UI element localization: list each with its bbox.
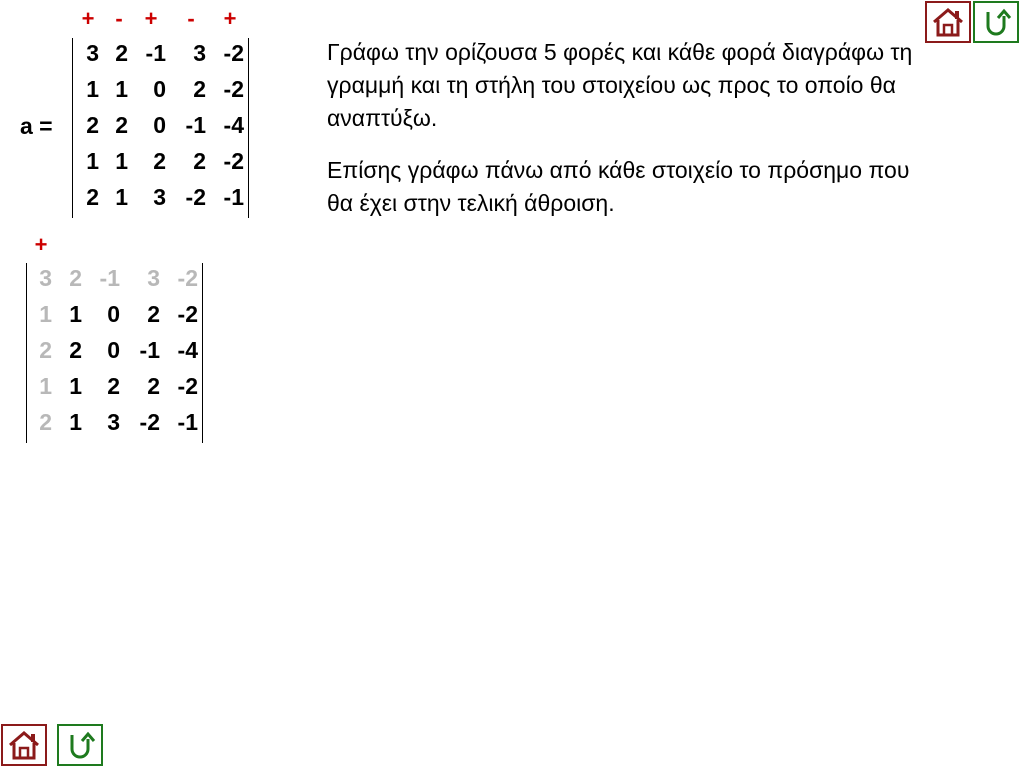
instruction-paragraph-1: Γράφω την ορίζουσα 5 φορές και κάθε φορά διαγράφω τη γραμμή και τη στήλη του στοιχείου ως προς το οποίο θα αναπτύξω. — [327, 39, 913, 131]
sign-col-5: + — [223, 6, 237, 31]
matrix-cell-r5-c2: 1 — [115, 184, 128, 210]
minor-cell-r3-c4: -1 — [139, 337, 160, 363]
matrix-cell-r2-c4: 2 — [193, 76, 206, 102]
matrix-cell-r5-c4: -2 — [185, 184, 206, 210]
minor-cell-r2-c2: 1 — [69, 301, 82, 327]
minor-cell-r2-c1: 1 — [39, 301, 52, 327]
determinant-right-bar — [248, 38, 249, 218]
home-icon — [6, 729, 42, 761]
minor-cell-r4-c4: 2 — [147, 373, 160, 399]
matrix-cell-r4-c1: 1 — [86, 148, 99, 174]
matrix-cell-r5-c1: 2 — [86, 184, 99, 210]
matrix-cell-r2-c1: 1 — [86, 76, 99, 102]
sign-col-4: - — [187, 6, 195, 31]
sign-col-3: + — [144, 6, 158, 31]
matrix-cell-r2-c5: -2 — [223, 76, 244, 102]
home-icon — [930, 6, 966, 38]
matrix-cell-r1-c4: 3 — [193, 40, 206, 66]
matrix-cell-r4-c3: 2 — [153, 148, 166, 174]
matrix-cell-r3-c4: -1 — [185, 112, 206, 138]
minor-right-bar — [202, 263, 203, 443]
matrix-cell-r2-c3: 0 — [153, 76, 166, 102]
return-button-bottom[interactable] — [57, 724, 103, 766]
sign-col-1: + — [81, 6, 95, 31]
minor-cell-r2-c4: 2 — [147, 301, 160, 327]
minor-cell-r5-c1: 2 — [39, 409, 52, 435]
minor-cell-r5-c4: -2 — [139, 409, 160, 435]
minor-cell-r3-c1: 2 — [39, 337, 52, 363]
matrix-cell-r1-c1: 3 — [86, 40, 99, 66]
minor-cell-r4-c2: 1 — [69, 373, 82, 399]
minor-cell-r1-c4: 3 — [147, 265, 160, 291]
minor-cell-r5-c2: 1 — [69, 409, 82, 435]
matrix-cell-r1-c2: 2 — [115, 40, 128, 66]
minor-cell-r1-c3: -1 — [99, 265, 120, 291]
minor-cell-r2-c3: 0 — [107, 301, 120, 327]
matrix-cell-r1-c5: -2 — [223, 40, 244, 66]
minor-cell-r3-c3: 0 — [107, 337, 120, 363]
matrix-cell-r3-c1: 2 — [86, 112, 99, 138]
matrix-cell-r4-c4: 2 — [193, 148, 206, 174]
minor-cell-r2-c5: -2 — [177, 301, 198, 327]
matrix-cell-r1-c3: -1 — [145, 40, 166, 66]
minor-cell-r4-c1: 1 — [39, 373, 52, 399]
minor-cell-r5-c3: 3 — [107, 409, 120, 435]
return-icon — [62, 729, 98, 761]
minor-cell-r4-c5: -2 — [177, 373, 198, 399]
instruction-paragraph-2: Επίσης γράφω πάνω από κάθε στοιχείο το πρόσημο που θα έχει στην τελική άθροιση. — [327, 157, 910, 216]
matrix-cell-r5-c5: -1 — [223, 184, 244, 210]
minor-sign: + — [34, 232, 48, 257]
matrix-cell-r4-c5: -2 — [223, 148, 244, 174]
matrix-cell-r3-c5: -4 — [223, 112, 244, 138]
matrix-cell-r3-c3: 0 — [153, 112, 166, 138]
minor-cell-r3-c5: -4 — [177, 337, 198, 363]
return-icon — [978, 6, 1014, 38]
minor-cell-r3-c2: 2 — [69, 337, 82, 363]
home-button-bottom[interactable] — [1, 724, 47, 766]
sign-col-2: - — [115, 6, 123, 31]
minor-cell-r1-c2: 2 — [69, 265, 82, 291]
matrix-cell-r5-c3: 3 — [153, 184, 166, 210]
matrix-cell-r4-c2: 1 — [115, 148, 128, 174]
minor-cell-r4-c3: 2 — [107, 373, 120, 399]
minor-cell-r1-c1: 3 — [39, 265, 52, 291]
matrix-cell-r3-c2: 2 — [115, 112, 128, 138]
matrix-label: a = — [20, 113, 53, 139]
matrix-cell-r2-c2: 1 — [115, 76, 128, 102]
minor-cell-r1-c5: -2 — [177, 265, 198, 291]
minor-cell-r5-c5: -1 — [177, 409, 198, 435]
return-button-top[interactable] — [973, 1, 1019, 43]
home-button-top[interactable] — [925, 1, 971, 43]
